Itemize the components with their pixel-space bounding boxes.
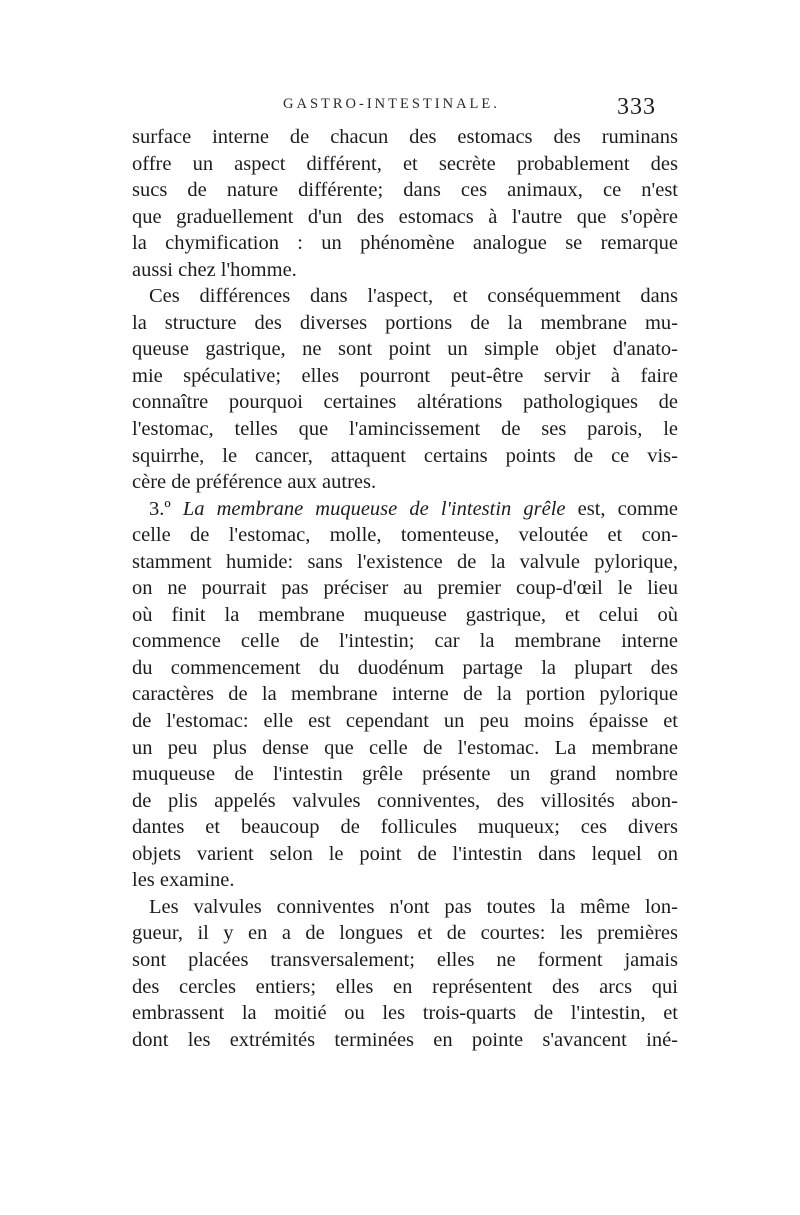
- page-number: 333: [617, 94, 656, 120]
- text-line: aussi chez l'homme.: [132, 258, 297, 281]
- running-head: GASTRO-INTESTINALE.: [283, 96, 500, 112]
- text-line: queuse gastrique, ne sont point un simple objet d'anato-: [132, 338, 678, 361]
- text-line: sont placées transversalement; elles ne forment jamais: [132, 948, 678, 971]
- text-line: embrassent la moitié ou les trois-quarts de l'intestin, et: [132, 1002, 678, 1025]
- text-line: un peu plus dense que celle de l'estomac. La membrane: [132, 736, 678, 759]
- text-line: muqueuse de l'intestin grêle présente un grand nombre: [132, 763, 678, 786]
- text-line: des cercles entiers; elles en représentent des arcs qui: [132, 975, 678, 998]
- text-line: celle de l'estomac, molle, tomenteuse, veloutée et con-: [132, 524, 678, 547]
- text-line: squirrhe, le cancer, attaquent certains points de ce vis-: [132, 444, 678, 467]
- text-line: offre un aspect différent, et secrète probablement des: [132, 152, 678, 175]
- body-text: [132, 124, 678, 1053]
- text-line-italic-heading: [132, 496, 678, 523]
- text-line: connaître pourquoi certaines altérations pathologiques de: [132, 391, 678, 414]
- text-line: commence celle de l'intestin; car la membrane interne: [132, 630, 678, 653]
- text-line: Les valvules conniventes n'ont pas toutes la même lon-: [149, 895, 678, 918]
- text-line: caractères de la membrane interne de la portion pylorique: [132, 683, 678, 706]
- text-line: cère de préférence aux autres.: [132, 471, 377, 494]
- text-line: la chymification : un phénomène analogue se remarque: [132, 232, 678, 255]
- text-line: la structure des diverses portions de la membrane mu-: [132, 311, 678, 334]
- text-line: l'estomac, telles que l'amincissement de ses parois, le: [132, 418, 678, 441]
- text-line: mie spéculative; elles pourront peut-être servir à faire: [132, 364, 678, 387]
- text-line: du commencement du duodénum partage la plupart des: [132, 656, 678, 679]
- text-line: de l'estomac: elle est cependant un peu moins épaisse et: [132, 710, 678, 733]
- text-fragment: est, comme: [565, 497, 679, 520]
- text-line: où finit la membrane muqueuse gastrique, et celui où: [132, 603, 678, 626]
- text-line: Ces différences dans l'aspect, et conséquemment dans: [149, 285, 678, 308]
- text-line: dantes et beaucoup de follicules muqueux; ces divers: [132, 816, 678, 839]
- text-line: dont les extrémités terminées en pointe s'avancent iné-: [132, 1028, 678, 1051]
- text-line: stamment humide: sans l'existence de la valvule pylorique,: [132, 550, 678, 573]
- text-line: gueur, il y en a de longues et de courtes: les premières: [132, 922, 678, 945]
- text-line: les examine.: [132, 869, 235, 892]
- text-line: on ne pourrait pas préciser au premier coup-d'œil le lieu: [132, 577, 678, 600]
- text-line: sucs de nature différente; dans ces animaux, ce n'est: [132, 179, 678, 202]
- italic-phrase: La membrane muqueuse de l'intestin grêle: [182, 497, 566, 520]
- text-line: objets varient selon le point de l'intestin dans lequel on: [132, 842, 678, 865]
- text-line: que graduellement d'un des estomacs à l'autre que s'opère: [132, 205, 678, 228]
- section-number: 3.º: [149, 497, 183, 520]
- text-line: surface interne de chacun des estomacs des ruminans: [132, 126, 678, 148]
- text-line: de plis appelés valvules conniventes, des villosités abon-: [132, 789, 678, 812]
